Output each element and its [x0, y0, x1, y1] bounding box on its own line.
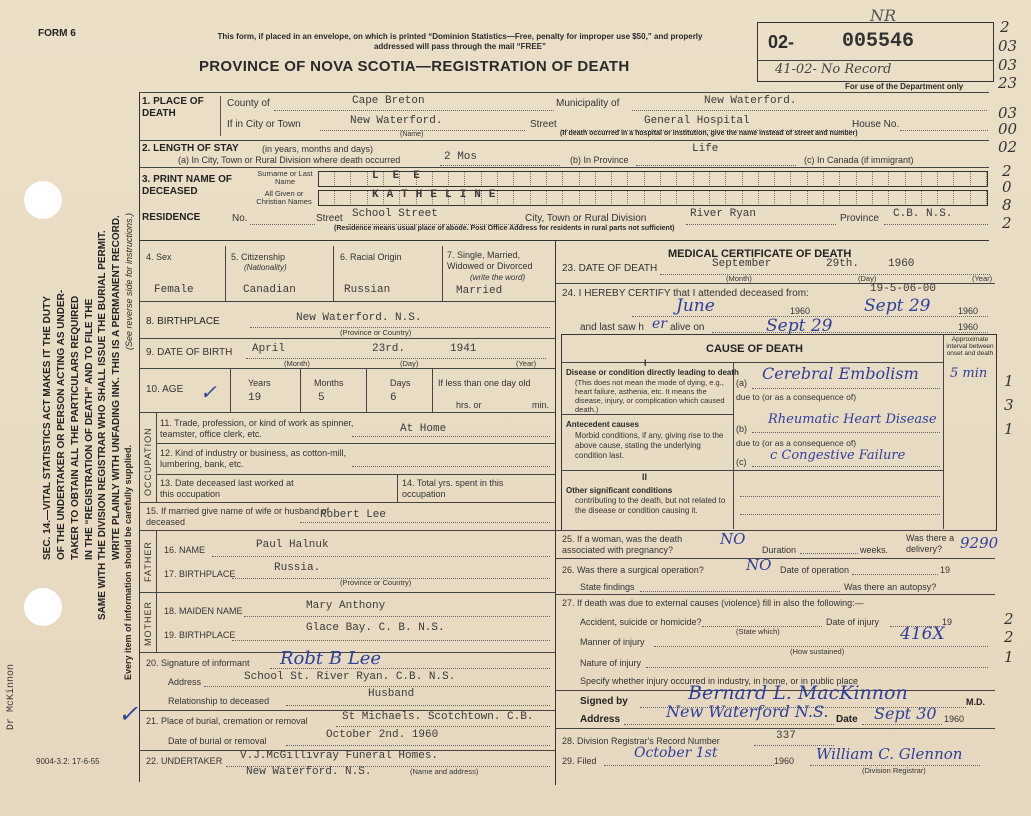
letter-cell-divider — [758, 191, 759, 204]
q11-label: 11. Trade, profession, or kind of work as spinner, teamster, office clerk, etc. — [160, 418, 354, 439]
letter-cell-divider — [709, 191, 710, 204]
months-value: 5 — [318, 392, 325, 404]
letter-cell-divider — [611, 172, 612, 185]
undertaker-address: New Waterford. N.S. — [246, 766, 372, 778]
side-instruction-5: SAME WITH THE DIVISION REGISTRAR WHO SHALL ISSUE THE BURIAL PERMIT. — [97, 230, 108, 620]
letter-cell-divider — [530, 172, 531, 185]
letter-cell-divider — [905, 191, 906, 204]
how-sustained: (How sustained) — [790, 647, 845, 656]
letter-cell-divider — [905, 172, 906, 185]
letter-cell-divider — [872, 172, 873, 185]
letter-cell-divider — [953, 172, 954, 185]
side-stamp: Dr McKinnon — [6, 663, 17, 730]
cause-title: CAUSE OF DEATH — [706, 343, 803, 355]
letter-cell-divider — [546, 172, 547, 185]
other-label: Other significant conditions — [566, 486, 673, 495]
q26-label: 26. Was there a surgical operation? — [562, 565, 704, 575]
letter-cell-divider — [595, 191, 596, 204]
interval-hint: Approximate interval between onset and death — [946, 336, 994, 357]
citizenship-hint: (Nationality) — [244, 263, 287, 272]
spouse-value: Robert Lee — [320, 509, 387, 521]
city-label: If in City or Town — [227, 119, 301, 130]
letter-cell-divider — [742, 191, 743, 204]
letter-cell-divider — [872, 191, 873, 204]
disease-hint: (This does not mean the mode of dying, e.g., heart failure, asthenia, etc. It means the disease, injury, or complication which caused death.) — [575, 378, 725, 414]
letter-cell-divider — [970, 172, 971, 185]
letter-cell-divider — [562, 172, 563, 185]
death-day: 29th. — [826, 258, 860, 270]
mother-bp-label: 19. BIRTHPLACE — [164, 630, 236, 640]
margin-code: 3 — [1004, 396, 1014, 414]
letter-cell-divider — [350, 191, 351, 204]
sign-date-label: Date — [836, 714, 858, 725]
given-value: KATHELINE — [372, 189, 504, 201]
op-year: 19 — [940, 565, 951, 575]
signed-label: Signed by — [580, 696, 628, 707]
dob-month: April — [252, 343, 286, 355]
letter-cell-divider — [350, 172, 351, 185]
municipality-value: New Waterford. — [704, 95, 797, 107]
marital-hint: (write the word) — [470, 273, 526, 282]
part-I: I — [644, 358, 647, 368]
q12-label: 12. Kind of industry or business, as cotton-mill, lumbering, bank, etc. — [160, 448, 347, 469]
burial-date-value: October 2nd. 1960 — [326, 729, 439, 741]
punch-hole-top — [24, 181, 62, 219]
attended-to: Sept 29 — [864, 296, 931, 316]
stay-b-label: (b) In Province — [570, 155, 629, 165]
sex-value: Female — [154, 284, 194, 296]
informant-signature: Robt B Lee — [280, 648, 382, 669]
side-instruction-2: OF THE UNDERTAKER OR PERSON ACTING AS UNDER- — [56, 289, 67, 560]
other-hint: contributing to the death, but not related to the disease or condition causing it. — [575, 496, 726, 515]
birthplace-label: 8. BIRTHPLACE — [146, 316, 220, 327]
letter-cell-divider — [448, 172, 449, 185]
form-code: 9004-3.2: 17-6-55 — [36, 757, 100, 766]
house-label: House No. — [852, 119, 900, 130]
margin-code: 1 — [1004, 648, 1014, 666]
relationship-label: Relationship to deceased — [168, 696, 270, 706]
racial-value: Russian — [344, 284, 391, 296]
letter-cell-divider — [513, 191, 514, 204]
manner-code: 416X — [900, 624, 945, 644]
informant-label: 20. Signature of informant — [146, 658, 250, 668]
stay-a-value: 2 Mos — [444, 151, 478, 163]
min-label: min. — [532, 400, 550, 410]
letter-cell-divider — [693, 172, 694, 185]
mother-name-value: Mary Anthony — [306, 600, 386, 612]
registrar-label: (Division Registrar) — [862, 766, 926, 775]
city-value: New Waterford. — [350, 115, 443, 127]
letter-cell-divider — [986, 172, 987, 185]
burial-label: 21. Place of burial, cremation or removal — [146, 716, 308, 726]
undertaker-hint: (Name and address) — [410, 767, 479, 776]
given-label: All Given or Christian Names — [256, 189, 312, 206]
letter-cell-divider — [611, 191, 612, 204]
sex-label: 4. Sex — [146, 252, 172, 262]
death-month: September — [712, 258, 772, 270]
last-saw-year: 1960 — [958, 322, 979, 332]
q23-label: 23. DATE OF DEATH — [562, 263, 658, 274]
q28-label: 28. Division Registrar's Record Number — [562, 736, 720, 746]
margin-code: 2 — [1000, 18, 1010, 36]
autopsy-label: Was there an autopsy? — [844, 582, 937, 592]
filed-year: 1960 — [774, 756, 795, 766]
municipality-label: Municipality of — [556, 98, 620, 109]
citizenship-value: Canadian — [243, 284, 296, 296]
letter-cell-divider — [709, 172, 710, 185]
years-value: 19 — [248, 392, 262, 404]
mother-name-label: 18. MAIDEN NAME — [164, 606, 243, 616]
punch-hole-bottom — [24, 588, 62, 626]
letter-cell-divider — [367, 191, 368, 204]
side-instruction-3: TAKER TO OBTAIN ALL THE PARTICULARS REQUIRED — [70, 295, 81, 560]
record-number: 337 — [776, 730, 796, 742]
letter-cell-divider — [888, 191, 889, 204]
stamp-top: NR — [870, 6, 897, 25]
interval-a: 5 min — [950, 366, 988, 381]
death-month-hint: (Month) — [726, 274, 752, 283]
margin-code: 03 — [998, 104, 1018, 122]
letter-cell-divider — [921, 172, 922, 185]
mother-bp-value: Glace Bay. C. B. N.S. — [306, 622, 445, 634]
place-label: 1. PLACE OF DEATH — [142, 96, 204, 119]
days-value: 6 — [390, 392, 397, 404]
residence-label: RESIDENCE — [142, 212, 201, 223]
md-label: M.D. — [966, 697, 985, 707]
street-label: Street — [530, 119, 557, 130]
death-year: 1960 — [888, 258, 915, 270]
father-name-label: 16. NAME — [164, 545, 206, 555]
weeks-label: weeks. — [860, 545, 889, 555]
letter-cell-divider — [986, 191, 987, 204]
dob-day-hint: (Day) — [400, 359, 419, 368]
letter-cell-divider — [627, 172, 628, 185]
sign-address-label: Address — [580, 714, 621, 725]
letter-cell-divider — [823, 172, 824, 185]
accident-label: Accident, suicide or homicide? — [580, 617, 702, 627]
letter-cell-divider — [693, 191, 694, 204]
letter-cell-divider — [774, 191, 775, 204]
q24-label: 24. I HEREBY CERTIFY that I attended deceased from: — [562, 288, 809, 299]
delivery-code: 9290 — [960, 534, 999, 552]
margin-code: 00 — [998, 120, 1018, 138]
margin-code: 2 — [1004, 610, 1014, 628]
letter-cell-divider — [660, 191, 661, 204]
years-label: Years — [248, 378, 271, 388]
form-title: PROVINCE OF NOVA SCOTIA—REGISTRATION OF DEATH — [199, 58, 630, 75]
letter-cell-divider — [839, 172, 840, 185]
letter-cell-divider — [725, 172, 726, 185]
birthplace-hint: (Province or Country) — [340, 328, 412, 337]
cause-c-value: c Congestive Failure — [770, 448, 906, 463]
death-day-hint: (Day) — [858, 274, 877, 283]
letter-cell-divider — [807, 172, 808, 185]
letter-cell-divider — [579, 172, 580, 185]
side-instruction-4: IN THE “REGISTRATION OF DEATH” AND TO FILE THE — [84, 298, 95, 560]
residence-street-label: Street — [316, 213, 343, 224]
letter-cell-divider — [530, 191, 531, 204]
letter-cell-divider — [937, 191, 938, 204]
dob-year: 1941 — [450, 343, 477, 355]
letter-cell-divider — [742, 172, 743, 185]
cause-b-label: (b) — [736, 424, 747, 434]
injury-year: 19 — [942, 617, 953, 627]
margin-code: 03 — [998, 56, 1018, 74]
margin-code: 8 — [1002, 196, 1012, 214]
birthplace-value: New Waterford. N.S. — [296, 312, 422, 324]
delivery-label: Was there a delivery? — [906, 533, 955, 554]
letter-cell-divider — [513, 172, 514, 185]
letter-cell-divider — [953, 191, 954, 204]
attended-from: June — [676, 296, 715, 316]
margin-code: 2 — [1002, 162, 1012, 180]
months-label: Months — [314, 378, 344, 388]
disease-label: Disease or condition directly leading to death — [566, 368, 739, 377]
filed-date: October 1st — [634, 745, 718, 761]
letter-cell-divider — [888, 172, 889, 185]
margin-code: 03 — [998, 37, 1018, 55]
last-saw-mark: er — [652, 316, 667, 332]
margin-code: 1 — [1004, 372, 1014, 390]
surgery-value: NO — [746, 556, 772, 574]
q14-label: 14. Total yrs. spent in this occupation — [402, 478, 504, 499]
state-which: (State which) — [736, 627, 780, 636]
father-bp-value: Russia. — [274, 562, 321, 574]
letter-cell-divider — [595, 172, 596, 185]
father-name-value: Paul Halnuk — [256, 539, 329, 551]
letter-cell-divider — [725, 191, 726, 204]
check-mark: ✓ — [118, 700, 139, 728]
marital-label: 7. Single, Married, Widowed or Divorced — [447, 250, 533, 271]
signed-value: Bernard L. MacKinnon — [688, 682, 908, 704]
sign-date: Sept 30 — [874, 704, 937, 723]
county-value: Cape Breton — [352, 95, 425, 107]
attended-to-year: 1960 — [958, 306, 979, 316]
dob-day: 23rd. — [372, 343, 406, 355]
attended-stamp: 19-5-06-00 — [870, 283, 937, 295]
letter-cell-divider — [790, 172, 791, 185]
hrs-label: hrs. or — [456, 400, 482, 410]
stay-hint: (in years, months and days) — [262, 144, 374, 154]
name-label: 3. PRINT NAME OF DECEASED — [142, 174, 233, 197]
letter-cell-divider — [562, 191, 563, 204]
marital-value: Married — [456, 285, 503, 297]
letter-cell-divider — [970, 191, 971, 204]
lessday-label: If less than one day old — [438, 378, 531, 388]
city-name-hint: (Name) — [400, 131, 424, 138]
letter-cell-divider — [823, 191, 824, 204]
last-saw: Sept 29 — [766, 316, 833, 336]
residence-province-label: Province — [840, 213, 879, 224]
part-II: II — [642, 472, 648, 482]
letter-cell-divider — [807, 191, 808, 204]
state-findings: State findings — [580, 582, 635, 592]
letter-cell-divider — [579, 191, 580, 204]
letter-cell-divider — [937, 172, 938, 185]
letter-cell-divider — [334, 191, 335, 204]
margin-code: 1 — [1004, 420, 1014, 438]
surname-label: Surname or Last Name — [257, 169, 313, 186]
q27-label: 27. If death was due to external causes (violence) fill in also the following:— — [562, 598, 864, 608]
stay-c-label: (c) In Canada (if immigrant) — [804, 155, 914, 165]
letter-cell-divider — [334, 172, 335, 185]
op-date-label: Date of operation — [780, 565, 850, 575]
letter-cell-divider — [790, 191, 791, 204]
due-to-b: due to (or as a consequence of) — [736, 438, 857, 448]
letter-cell-divider — [464, 172, 465, 185]
form-number: FORM 6 — [38, 28, 76, 39]
letter-cell-divider — [676, 172, 677, 185]
mother-side-label: MOTHER — [143, 601, 153, 646]
spouse-label: 15. If married give name of wife or husband of deceased — [146, 506, 330, 527]
letter-cell-divider — [644, 172, 645, 185]
side-instruction-8: (See reverse side for instructions.) — [124, 212, 134, 350]
margin-code: 0 — [1002, 178, 1012, 196]
residence-no-label: No. — [232, 213, 248, 224]
surname-value: LEE — [372, 170, 434, 182]
hospital-hint: (If death occurred in a hospital or institution, give the name instead of street and number) — [560, 130, 858, 137]
letter-cell-divider — [921, 191, 922, 204]
margin-code: 02 — [998, 138, 1018, 156]
stay-b-value: Life — [692, 143, 719, 155]
letter-cell-divider — [758, 172, 759, 185]
reg-prefix: 02- — [768, 32, 795, 52]
alive-label: alive on — [670, 322, 705, 333]
antecedent-label: Antecedent causes — [566, 420, 639, 429]
letter-cell-divider — [367, 172, 368, 185]
letter-cell-divider — [839, 191, 840, 204]
burial-date-label: Date of burial or removal — [168, 736, 267, 746]
informant-address: School St. River Ryan. C.B. N.S. — [244, 671, 456, 683]
father-bp-label: 17. BIRTHPLACE — [164, 569, 236, 579]
duration-label: Duration — [762, 545, 797, 555]
occupation-side-label: OCCUPATION — [143, 427, 153, 496]
stamp-note: 41-02- No Record — [775, 62, 892, 77]
side-instruction-6: WRITE PLAINLY WITH UNFADING INK. THIS IS A PERMANENT RECORD. — [111, 215, 122, 560]
dob-month-hint: (Month) — [284, 359, 310, 368]
manner-label: Manner of injury — [580, 637, 645, 647]
side-instruction-7: Every item of information should be carefully supplied. — [123, 444, 133, 680]
specify-label: Specify whether injury occurred in industry, in home, or in public place — [580, 676, 858, 686]
q29-label: 29. Filed — [562, 756, 597, 766]
sign-address: New Waterford N.S. — [666, 702, 829, 721]
undertaker-name: V.J.McGillivray Funeral Homes. — [240, 750, 439, 762]
q25-label: 25. If a woman, was the death associated with pregnancy? — [562, 534, 683, 555]
attended-from-year: 1960 — [790, 306, 811, 316]
burial-value: St Michaels. Scotchtown. C.B. — [342, 711, 534, 723]
margin-code: 2 — [1004, 628, 1014, 646]
stay-a-label: (a) In City, Town or Rural Division where death occurred — [178, 155, 401, 165]
dob-label: 9. DATE OF BIRTH — [146, 347, 233, 358]
letter-cell-divider — [497, 172, 498, 185]
letter-cell-divider — [627, 191, 628, 204]
medical-title: MEDICAL CERTIFICATE OF DEATH — [668, 248, 852, 260]
due-to-a: due to (or as a consequence of) — [736, 392, 857, 402]
cause-a-label: (a) — [736, 378, 747, 388]
dept-use-note: For use of the Department only — [845, 82, 964, 91]
mail-notice: This form, if placed in an envelope, on which is printed “Dominion Statistics—Free, penalty for improper use $50,” and properly addressed will pass through the mail “FREE” — [217, 32, 703, 51]
registration-number: 005546 — [842, 30, 915, 53]
letter-cell-divider — [774, 172, 775, 185]
street-value: General Hospital — [644, 115, 750, 127]
informant-address-label: Address — [168, 677, 202, 687]
days-label: Days — [390, 378, 411, 388]
margin-code: 23 — [998, 74, 1018, 92]
letter-cell-divider — [676, 191, 677, 204]
nature-label: Nature of injury — [580, 658, 642, 668]
margin-code: 2 — [1002, 214, 1012, 232]
letter-cell-divider — [546, 191, 547, 204]
age-label: 10. AGE — [146, 384, 184, 395]
residence-city: River Ryan — [690, 208, 757, 220]
residence-city-label: City, Town or Rural Division — [525, 213, 647, 224]
letter-cell-divider — [856, 172, 857, 185]
cause-c-label: (c) — [736, 457, 747, 467]
residence-hint: (Residence means usual place of abode. Post Office Address for residents in rural parts not sufficient) — [334, 225, 675, 232]
father-side-label: FATHER — [143, 541, 153, 582]
father-bp-hint: (Province or Country) — [340, 578, 412, 587]
stay-label: 2. LENGTH OF STAY — [142, 143, 239, 154]
age-tick: ✓ — [200, 380, 217, 404]
q13-label: 13. Date deceased last worked at this occupation — [160, 478, 294, 499]
undertaker-label: 22. UNDERTAKER — [146, 756, 223, 766]
letter-cell-divider — [481, 172, 482, 185]
letter-cell-divider — [644, 191, 645, 204]
injury-date-label: Date of injury — [826, 617, 880, 627]
last-saw-label: and last saw h — [580, 322, 644, 333]
residence-street: School Street — [352, 208, 438, 220]
racial-label: 6. Racial Origin — [340, 252, 402, 262]
letter-cell-divider — [660, 172, 661, 185]
sign-date-year: 1960 — [944, 714, 965, 724]
death-year-hint: (Year) — [972, 274, 993, 283]
cause-b-value: Rheumatic Heart Disease — [768, 412, 937, 427]
residence-province: C.B. N.S. — [893, 208, 953, 220]
side-instruction-1: SEC. 14.—VITAL STATISTICS ACT MAKES IT THE DUTY — [42, 296, 53, 560]
antecedent-hint: Morbid conditions, if any, giving rise to the above cause, stating the underlying condition last. — [575, 431, 724, 460]
q11-value: At Home — [400, 423, 447, 435]
pregnancy-value: NO — [720, 530, 746, 548]
registrar-signature: William C. Glennon — [816, 745, 963, 763]
dob-year-hint: (Year) — [516, 359, 537, 368]
citizenship-label: 5. Citizenship — [231, 252, 286, 262]
letter-cell-divider — [856, 191, 857, 204]
cause-a-value: Cerebral Embolism — [762, 364, 919, 383]
relationship-value: Husband — [368, 688, 415, 700]
county-label: County of — [227, 98, 270, 109]
